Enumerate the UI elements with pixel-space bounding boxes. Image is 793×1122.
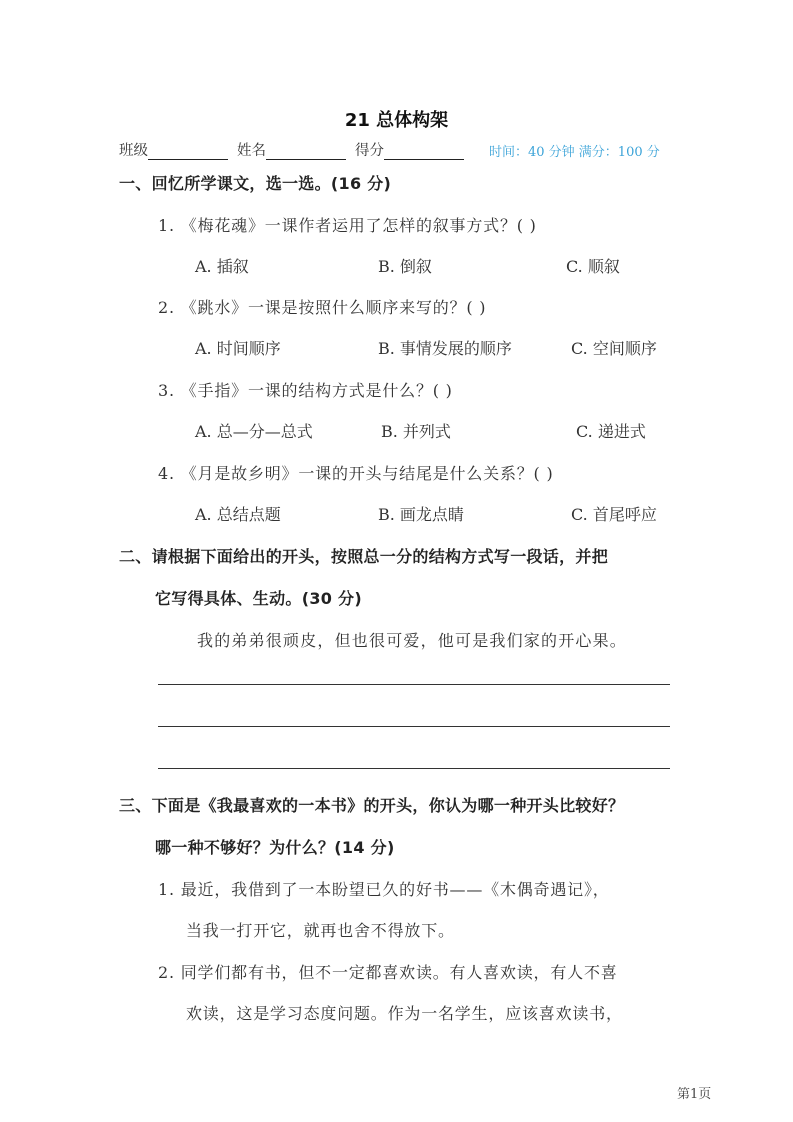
- question-3: 3. 《手指》一课的结构方式是什么？( ): [158, 381, 453, 400]
- q3-option-a[interactable]: A. 总—分—总式: [195, 422, 313, 441]
- q3-option-b[interactable]: B. 并列式: [381, 422, 451, 441]
- name-label: 姓名: [237, 143, 266, 159]
- q4-option-b[interactable]: B. 画龙点睛: [378, 505, 464, 524]
- time-info: 时间：40 分钟 满分：100 分: [489, 145, 660, 160]
- page-title: 21 总体构架: [344, 110, 449, 131]
- opening-1-line1: 1. 最近，我借到了一本盼望已久的好书——《木偶奇遇记》，: [158, 880, 610, 899]
- q2-option-b[interactable]: B. 事情发展的顺序: [378, 339, 512, 358]
- section3-heading-line1: 三、下面是《我最喜欢的一本书》的开头，你认为哪一种开头比较好？: [119, 796, 625, 815]
- opening-1-line2: 当我一打开它，就再也舍不得放下。: [186, 921, 455, 940]
- q4-option-c[interactable]: C. 首尾呼应: [571, 505, 657, 524]
- question-2: 2. 《跳水》一课是按照什么顺序来写的？( ): [158, 298, 487, 317]
- page-number: 第1页: [677, 1087, 712, 1102]
- class-label: 班级: [119, 143, 148, 159]
- section2-heading-line1: 二、请根据下面给出的开头，按照总一分的结构方式写一段话，并把: [119, 547, 609, 566]
- q3-option-c[interactable]: C. 递进式: [576, 422, 646, 441]
- name-field[interactable]: [266, 144, 346, 160]
- answer-line-2[interactable]: [158, 726, 670, 727]
- q1-option-b[interactable]: B. 倒叙: [378, 257, 432, 276]
- answer-line-3[interactable]: [158, 768, 670, 769]
- section2-prompt: 我的弟弟很顽皮，但也很可爱，他可是我们家的开心果。: [197, 631, 628, 650]
- section1-heading: 一、回忆所学课文，选一选。(16 分): [119, 174, 392, 193]
- student-info-row: [119, 139, 660, 160]
- score-field[interactable]: [384, 144, 464, 160]
- q1-option-c[interactable]: C. 顺叙: [566, 257, 620, 276]
- opening-2-line1: 2. 同学们都有书，但不一定都喜欢读。有人喜欢读，有人不喜: [158, 963, 618, 982]
- opening-2-line2: 欢读，这是学习态度问题。作为一名学生，应该喜欢读书，: [186, 1004, 623, 1023]
- answer-line-1[interactable]: [158, 684, 670, 685]
- question-1: 1. 《梅花魂》一课作者运用了怎样的叙事方式？( ): [158, 216, 537, 235]
- section3-heading-line2: 哪一种不够好？为什么？(14 分): [155, 838, 395, 857]
- q1-option-a[interactable]: A. 插叙: [195, 257, 249, 276]
- score-label: 得分: [355, 143, 384, 159]
- q2-option-a[interactable]: A. 时间顺序: [195, 339, 281, 358]
- q2-option-c[interactable]: C. 空间顺序: [571, 339, 657, 358]
- class-field[interactable]: [148, 144, 228, 160]
- question-4: 4. 《月是故乡明》一课的开头与结尾是什么关系？( ): [158, 464, 554, 483]
- q4-option-a[interactable]: A. 总结点题: [195, 505, 281, 524]
- section2-heading-line2: 它写得具体、生动。(30 分): [155, 589, 362, 608]
